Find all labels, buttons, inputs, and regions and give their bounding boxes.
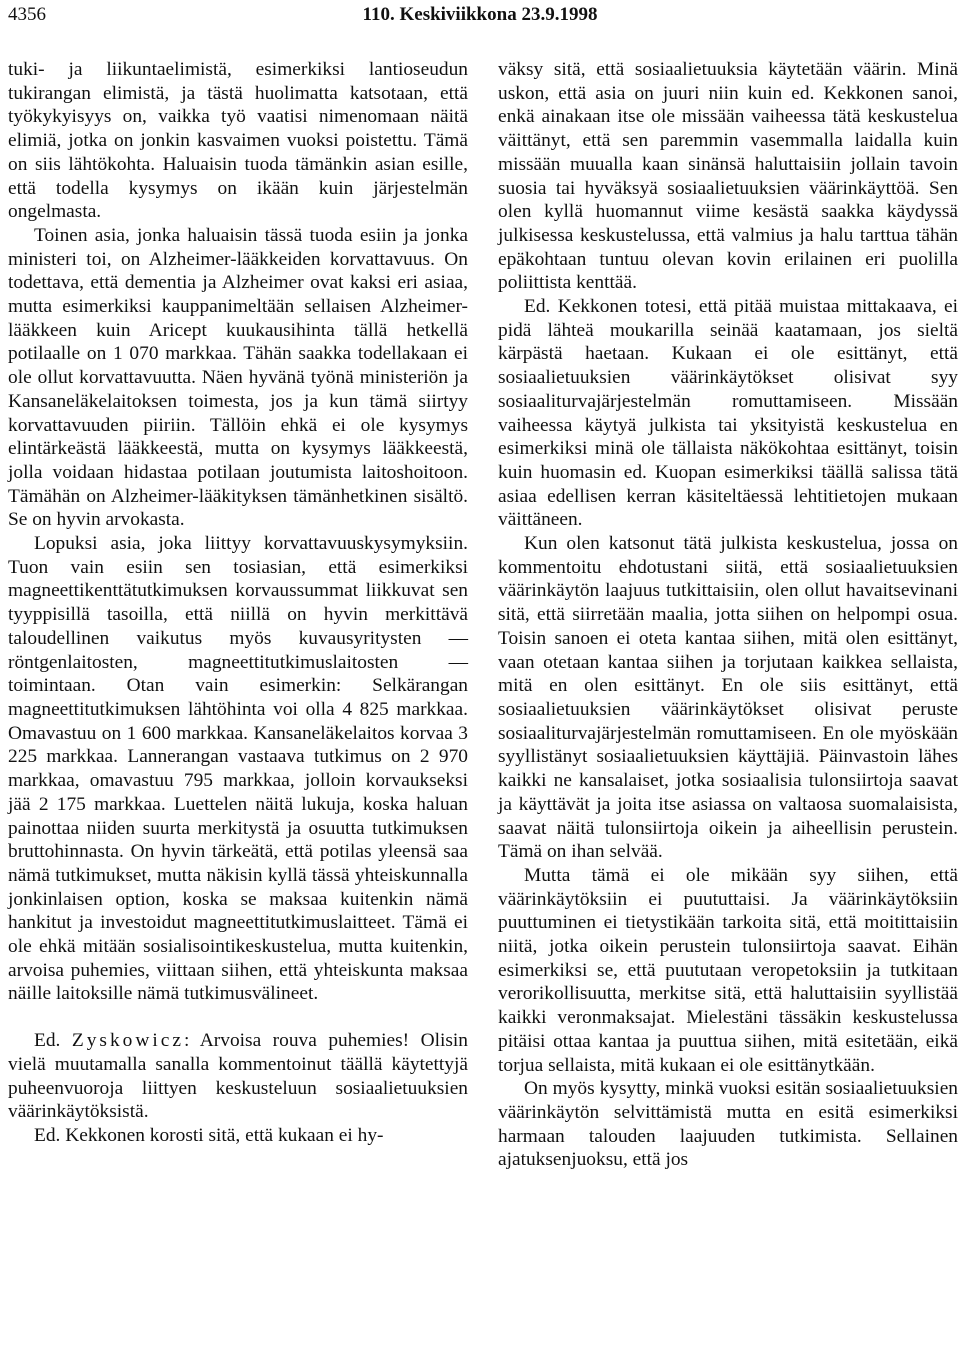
speech-prefix: Ed.	[34, 1030, 72, 1052]
paragraph: Lopuksi asia, joka liittyy korvattavuuskysymyksiin. Tuon vain esiin sen tosiasian, että esimerkiksi magneettikenttätutkimuksen korvaussummat liikkuvat sen tyyppisillä tasoilla, että niillä on hyvin merkittävä taloudellinen vaikutus myös kuvausyritysten — röntgenlaitosten, magneettitutkimuslaitosten — toimintaan. Otan vain esimerkin: Selkärangan magneettitutkimuksen lähtöhinta voi olla 4 825 markkaa. Omavastuu on 1 600 markkaa. Kansaneläkelaitos korvaa 3 225 markkaa. Lannerangan vastaava tutkimus on 2 970 markkaa, omavastuu 795 markkaa, jolloin korvaukseksi jää 2 175 markkaa. Luettelen näitä lukuja, koska haluan painottaa niiden suurta merkitystä ja osuutta tutkimuksen bruttohinnasta. On hyvin tärkeätä, että potilas yleensä saa nämä tutkimukset, mutta näkisin kyllä tässä yhteiskunnalla jonkinlaisen option, koska se maksaa kuitenkin nämä hankitut ja investoidut magneettitutkimuslaitteet. Tämä ei ole ehkä mitään sosialisointikeskustelua, mutta kuitenkin, arvoisa puhemies, viittaan siihen, että yhteiskunta maksaa näille laitoksille nämä tutkimusvälineet.	[8, 533, 468, 1005]
speech-intro	[8, 1029, 468, 1124]
paragraph: Ed. Kekkonen korosti sitä, että kukaan ei hy-	[34, 1124, 384, 1146]
left-column	[8, 58, 468, 1148]
paragraph: On myös kysytty, minkä vuoksi esitän sosiaalietuuksien väärinkäytön selvittämistä mutta en esitä esimerkiksi harmaan talouden laajuuden tutkimista. Sellainen ajatuksenjuoksu, että jos	[498, 1078, 958, 1171]
speaker-name: Zyskowicz	[71, 1030, 184, 1052]
speech-text: : Arvoisa rouva puhemies! Olisin vielä muutamalla sanalla kommentoinut täällä käytettyjä puheenvuoroja liittyen keskusteluun sosiaalietuuksien väärinkäytöksistä.	[8, 1030, 468, 1123]
paragraph: Kun olen katsonut tätä julkista keskustelua, jossa on kommentoitu ehdotustani siitä, että sosiaalietuuksien väärinkäytön laajuus tutkittaisiin, olen ollut havaitsevinani sitä, että siirretään maalia, jotta siihen on helpompi osua. Toisin sanoen ei oteta kantaa siihen, mitä olen esittänyt, vaan otetaan kantaa siihen ja torjutaan kaikkea sellaista, mitä en olen esittänyt. En ole siis esittänyt, että sosiaalietuuksien väärinkäytökset olisivat peruste sosiaaliturvajärjestelmän romuttamiseen. En ole myöskään syyllistänyt sosiaalietuuksien käyttäjiä. Päinvastoin lähes kaikki ne kansalaiset, jotka sosiaalisia tulonsiirtoja saavat ja käyttävät ja joita itse asiassa on valtaosa suomalaisista, saavat näitä tulonsiirtoja oikein ja aiheellisin perustein. Tämä on ihan selvää.	[498, 533, 958, 863]
paragraph: tuki- ja liikuntaelimistä, esimerkiksi lantioseudun tukirangan elimistä, ja tästä huolimatta katsotaan, että työkykyisyys on, vaikka työ vaatisi nimenomaan näitä elimiä, jotka on jonkin kasvaimen vuoksi poistettu. Tämä on siis lähtökohta. Haluaisin tuoda tämänkin asian esille, että todella kysymys on ikään kuin järjestelmän ongelmasta.	[8, 59, 468, 223]
paragraph: Mutta tämä ei ole mikään syy siihen, että väärinkäytöksiin ei puututtaisi. Ja väärinkäytöksiin puuttuminen ei tietystikään tarkoita sitä, että moitittaisiin niitä, jotka oikein perustein tulonsiirtoja saavat. Eihän esimerkiksi se, että puututaan veropetoksiin ja tutkitaan verorikollisuutta, merkitse sitä, että haluttaisiin syyllistää kaikki veronmaksajat. Mielestäni tässäkin keskustelussa pitäisi ottaa kantaa ja puuttua siihen, mitä esitetään, eikä torjua sellaista, mitä kukaan ei ole esittänytkään.	[498, 864, 958, 1076]
right-column	[498, 58, 958, 1172]
paragraph: Ed. Kekkonen totesi, että pitää muistaa mittakaava, ei pidä lähteä moukarilla seinää kaatamaan, jos sieltä kärpästä haetaan. Kukaan ei ole esittänyt, että sosiaalietuuksien väärinkäytökset olisivat syy sosiaaliturvajärjestelmän romuttamiseen. Missään vaiheessa käytyä julkista tai yksityistä keskustelua en esimerkiksi minä ole tällaista näkökohtaa esittänyt, toisin kuin huomasin ed. Kuopan esimerkiksi täällä salissa tätä asiaa edellisen kerran käsiteltäessä lehtitietojen mukaan väittäneen.	[498, 296, 958, 531]
paragraph: väksy sitä, että sosiaalietuuksia käytetään väärin. Minä uskon, että asia on juuri niin kuin ed. Kekkonen sanoi, enkä ainakaan itse ole missään vaiheessa tätä keskustelua väittänyt, että sen paremmin vasemmalla laidalla kuin missään muualla kaan sinänsä haluttaisiin jollain tavoin suosia tai hyväksyä sosiaalietuuksien väärinkäyttöä. Sen olen kyllä huomannut viime kesästä saakka käydyssä julkisessa keskustelussa, että valmius ja halu tarttua tähän epäkohtaan tuntuu olevan kovin erilainen eri puolilla poliittista kenttää.	[498, 59, 958, 294]
page-header	[8, 0, 952, 30]
issue-date: 110. Keskiviikkona 23.9.1998	[362, 4, 598, 25]
page-number: 4356	[8, 4, 46, 25]
paragraph: Toinen asia, jonka haluaisin tässä tuoda esiin ja jonka ministeri toi, on Alzheimer-lääkkeiden korvattavuus. On todettava, että dementia ja Alzheimer ovat kaksi eri asiaa, mutta esimerkiksi kauppanimeltään sellaisen Alzheimer-lääkkeen kuin Aricept kuukausihinta tällä hetkellä potilaalle on 1 070 markkaa. Tähän saakka todellakaan ei ole ollut korvattavuutta. Näen hyvänä työnä ministeriön ja Kansaneläkelaitoksen toimesta, jos ja kun tämä siirtyy korvattavuuden piiriin. Tällöin ehkä ei ole kysymys elintärkeästä lääkkeestä, mutta on kysymys lääkkeestä, jolla voidaan hidastaa potilaan joutumista laitoshoitoon. Tämähän on Alzheimer-lääkityksen tämänhetkinen sisältö. Se on hyvin arvokasta.	[8, 224, 468, 531]
